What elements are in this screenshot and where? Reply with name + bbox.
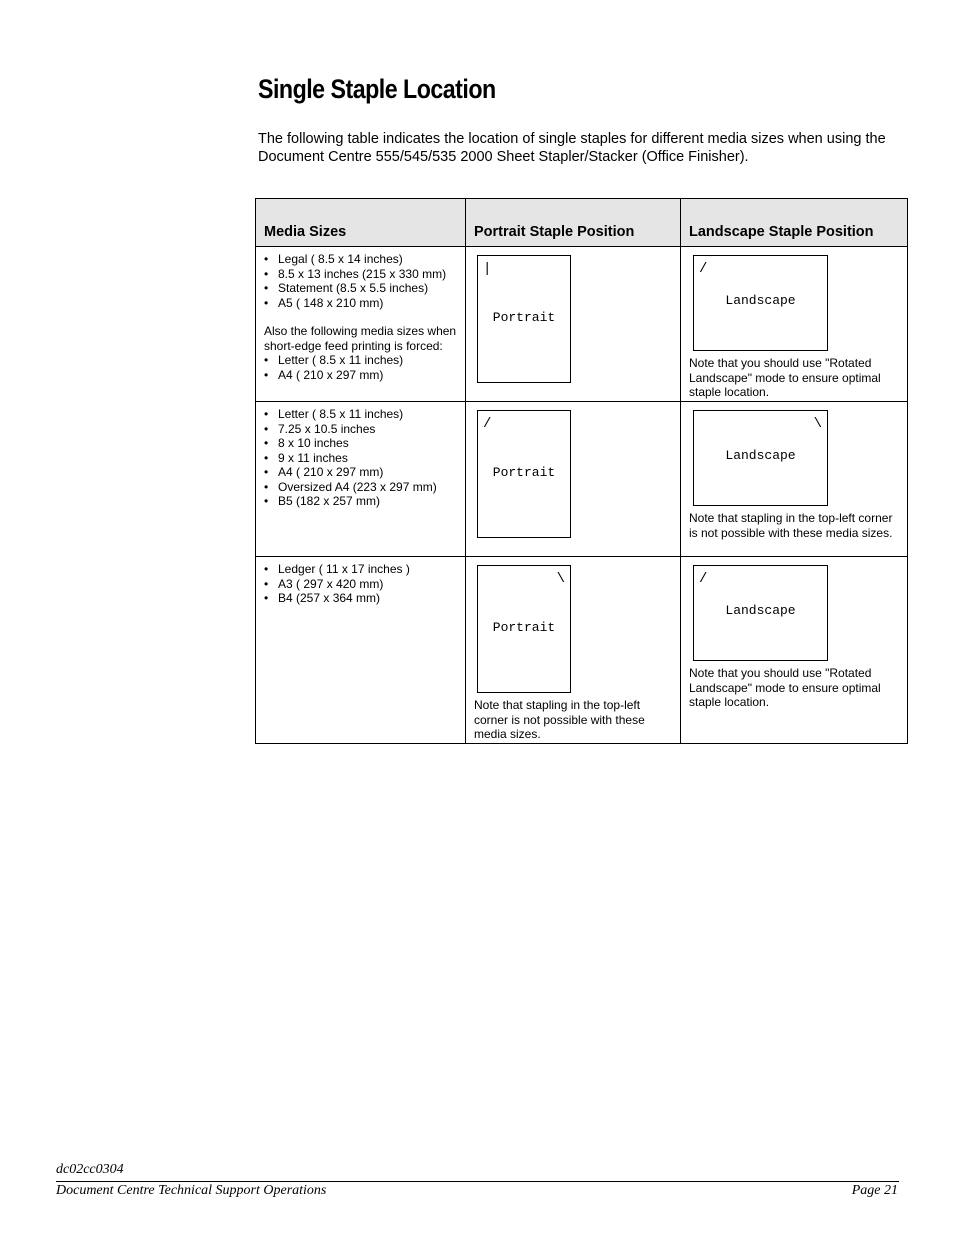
sheet-label: Portrait (492, 620, 556, 635)
media-note: Also the following media sizes when short-edge feed printing is forced: (264, 324, 457, 353)
page-title: Single Staple Location (258, 74, 496, 104)
staple-mark: \ (813, 416, 822, 432)
media-list (264, 562, 461, 606)
footer-page-number: Page 21 (851, 1183, 898, 1198)
media-list (264, 252, 461, 310)
media-sizes-cell (256, 247, 466, 402)
sheet-label: Landscape (725, 293, 796, 308)
landscape-note: Note that you should use "Rotated Landscape" mode to ensure optimal staple location. (689, 356, 881, 399)
footer-doc-id: dc02cc0304 (56, 1162, 124, 1177)
portrait-position-cell (466, 557, 681, 744)
list-item: • B5 (182 x 257 mm) (264, 494, 461, 509)
landscape-sheet-diagram (693, 410, 828, 506)
list-item: • Legal ( 8.5 x 14 inches) (264, 252, 461, 267)
portrait-sheet-diagram (477, 255, 571, 383)
list-item: • B4 (257 x 364 mm) (264, 591, 461, 606)
landscape-note: Note that stapling in the top-left corner is not possible with these media sizes. (689, 511, 893, 540)
staple-location-table (255, 198, 908, 744)
footer-title: Document Centre Technical Support Operations (56, 1183, 327, 1198)
staple-mark: \ (556, 571, 565, 587)
portrait-sheet-diagram (477, 565, 571, 693)
landscape-note: Note that you should use "Rotated Landscape" mode to ensure optimal staple location. (689, 666, 881, 709)
header-media-sizes: Media Sizes (256, 199, 466, 247)
footer-divider (56, 1181, 899, 1182)
list-item: • A4 ( 210 x 297 mm) (264, 465, 461, 480)
list-item: • 8.5 x 13 inches (215 x 330 mm) (264, 267, 461, 282)
list-item: • Letter ( 8.5 x 11 inches) (264, 353, 461, 368)
list-item: • 9 x 11 inches (264, 451, 461, 466)
intro-paragraph: The following table indicates the location of single staples for different media sizes when using the Document Centre 555/545/535 2000 Sheet Stapler/Stacker (Office Finisher). (258, 131, 886, 165)
staple-mark: / (483, 416, 492, 432)
list-item: • Ledger ( 11 x 17 inches ) (264, 562, 461, 577)
portrait-note: Note that stapling in the top-left corner is not possible with these media sizes. (474, 698, 645, 741)
sheet-label: Landscape (725, 603, 796, 618)
list-item: • A3 ( 297 x 420 mm) (264, 577, 461, 592)
portrait-position-cell (466, 247, 681, 402)
landscape-sheet-diagram (693, 255, 828, 351)
media-list (264, 407, 461, 509)
portrait-sheet-diagram (477, 410, 571, 538)
list-item: • Statement (8.5 x 5.5 inches) (264, 281, 461, 296)
staple-mark: / (699, 261, 708, 277)
landscape-position-cell (681, 247, 908, 402)
landscape-sheet-diagram (693, 565, 828, 661)
sheet-label: Landscape (725, 448, 796, 463)
table-header-row (256, 199, 908, 247)
media-sizes-cell (256, 402, 466, 557)
table-row (256, 247, 908, 402)
landscape-position-cell (681, 557, 908, 744)
header-portrait-staple-position: Portrait Staple Position (466, 199, 681, 247)
list-item: • 7.25 x 10.5 inches (264, 422, 461, 437)
list-item: • Oversized A4 (223 x 297 mm) (264, 480, 461, 495)
sheet-label: Portrait (492, 310, 556, 325)
portrait-position-cell (466, 402, 681, 557)
sheet-label: Portrait (492, 465, 556, 480)
table-row (256, 557, 908, 744)
list-item: • A4 ( 210 x 297 mm) (264, 368, 461, 383)
media-list-extra (264, 353, 461, 382)
landscape-position-cell (681, 402, 908, 557)
list-item: • A5 ( 148 x 210 mm) (264, 296, 461, 311)
list-item: • Letter ( 8.5 x 11 inches) (264, 407, 461, 422)
media-sizes-cell (256, 557, 466, 744)
staple-mark: | (483, 261, 492, 277)
header-landscape-staple-position: Landscape Staple Position (681, 199, 908, 247)
list-item: • 8 x 10 inches (264, 436, 461, 451)
staple-mark: / (699, 571, 708, 587)
table-row (256, 402, 908, 557)
